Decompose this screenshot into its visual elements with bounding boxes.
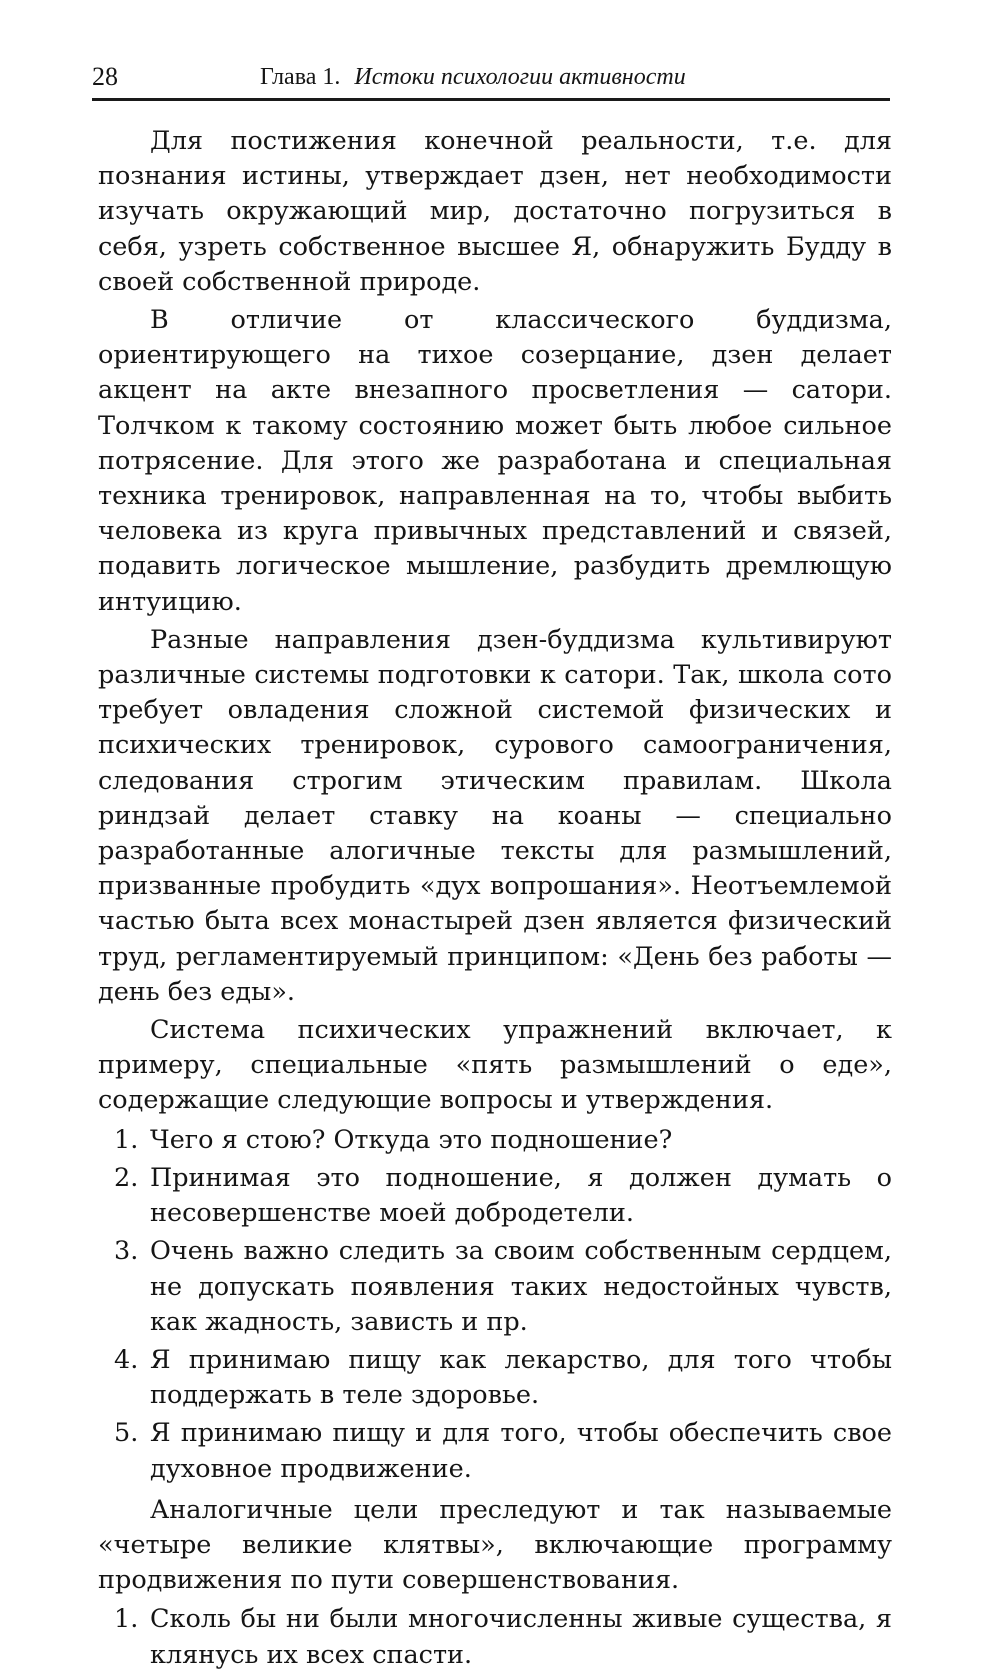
- list-item-text: Сколь бы ни были многочисленны живые существа, я клянусь их всех спасти.: [150, 1604, 892, 1670]
- paragraph-1: Для постижения конечной реальности, т.е. для познания истины, утверждает дзен, нет необходимости изучать окружающий мир, достаточно погрузиться в себя, узреть собственное высшее Я, обнаружить Будду в своей собственной природе.: [98, 126, 892, 297]
- list-item-number: 4.: [114, 1344, 139, 1375]
- list-item-text: Я принимаю пищу как лекарство, для того чтобы поддержать в теле здоровье.: [150, 1344, 892, 1411]
- list-item: [98, 1123, 892, 1158]
- four-vows-list: [98, 1602, 892, 1672]
- list-item-number: 1.: [114, 1604, 139, 1635]
- list-item: [98, 1602, 892, 1672]
- paragraph-3: Разные направления дзен-буддизма культивируют различные системы подготовки к сатори. Так, школа сото требует овладения сложной системой физических и психических тренировок, сурового самоограничения, следования строгим этическим правилам. Школа риндзай делает ставку на коаны — специально разработанные алогичные тексты для размышлений, призванные пробудить «дух вопрошания». Неотъемлемой частью быта всех монастырей дзен является физический труд, регламентируемый принципом: «День без работы — день без еды».: [98, 624, 892, 1007]
- paragraph-2: В отличие от классического буддизма, ориентирующего на тихое созерцание, дзен делает акцент на акте внезапного просветления — сатори. Толчком к такому состоянию может быть любое сильное потрясение. Для этого же разработана и специальная техника тренировок, направленная на то, чтобы выбить человека из круга привычных представлений и связей, подавить логическое мышление, разбудить дремлющую интуицию.: [98, 305, 892, 617]
- paragraph-5: Аналогичные цели преследуют и так называемые «четыре великие клятвы», включающие программу продвижения по пути совершенствования.: [98, 1494, 892, 1596]
- list-item: [98, 1416, 892, 1486]
- page-header: [92, 62, 890, 101]
- list-item-number: 1.: [114, 1124, 139, 1155]
- list-item-text: Принимая это подношение, я должен думать о несовершенстве моей добродетели.: [150, 1162, 892, 1229]
- five-reflections-list: [98, 1123, 892, 1487]
- page-number: 28: [92, 62, 118, 91]
- list-item-number: 2.: [114, 1162, 139, 1193]
- list-item-number: 5.: [114, 1418, 139, 1449]
- paragraph-4: Система психических упражнений включает, к примеру, специальные «пять размышлений о еде», содержащие следующие вопросы и утверждения.: [98, 1015, 892, 1116]
- list-item: [98, 1161, 892, 1231]
- list-item-text: Очень важно следить за своим собственным сердцем, не допускать появления таких недостойных чувств, как жадность, зависть и пр.: [150, 1236, 892, 1337]
- list-item-text: Чего я стою? Откуда это подношение?: [150, 1124, 673, 1155]
- list-item: [98, 1234, 892, 1340]
- list-item-number: 3.: [114, 1236, 139, 1267]
- chapter-title: Истоки психологии активности: [354, 64, 686, 90]
- body-text: [98, 124, 892, 1679]
- list-item-text: Я принимаю пищу и для того, чтобы обеспечить свое духовное продвижение.: [150, 1418, 892, 1484]
- chapter-label: Глава 1.: [260, 64, 341, 90]
- list-item: [98, 1343, 892, 1413]
- running-head: [260, 64, 686, 91]
